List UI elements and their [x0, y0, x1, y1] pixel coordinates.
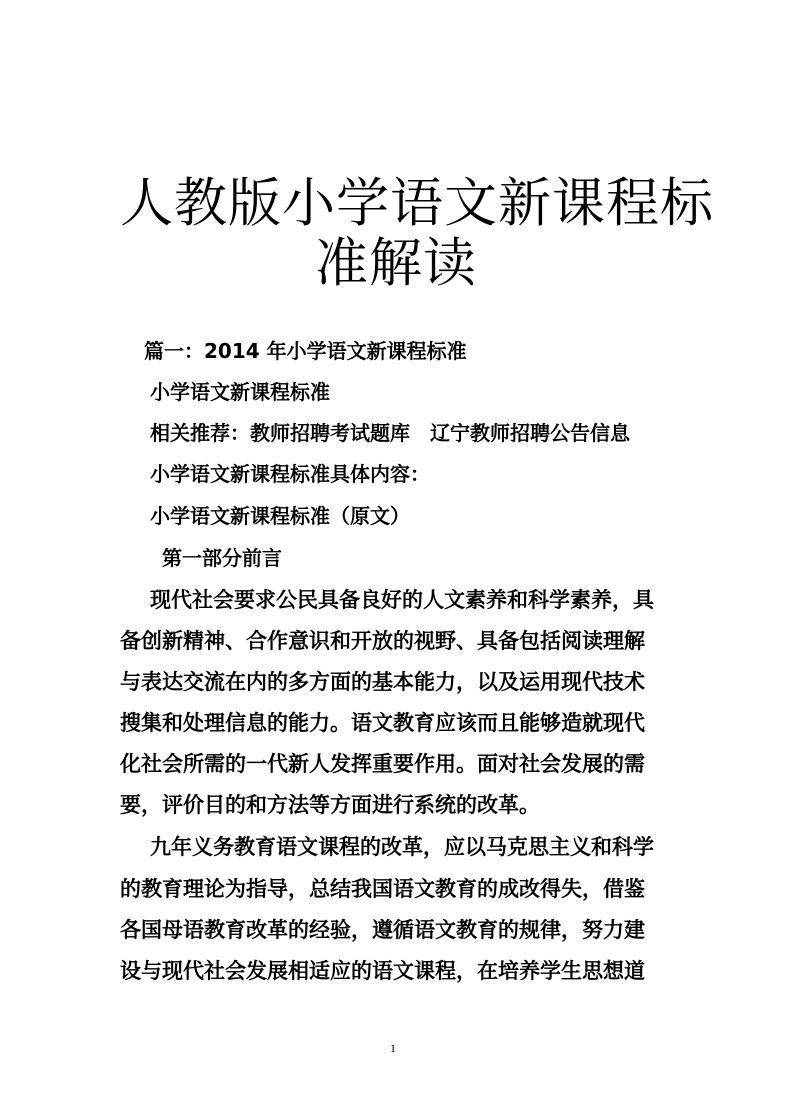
paragraph-line: 搜集和处理信息的能力。语文教育应该而且能够造就现代 [120, 711, 645, 735]
paragraph-line: 设与现代社会发展相适应的语文课程，在培养学生思想道 [120, 959, 645, 983]
original-text-heading: 小学语文新课程标准（原文） [150, 504, 410, 528]
part-heading: 第一部分前言 [162, 546, 282, 570]
document-title [120, 172, 714, 294]
page-number: 1 [390, 1041, 396, 1055]
title-line-1: 人教版小学语文新课程标 [120, 172, 714, 234]
paragraph-line: 备创新精神、合作意识和开放的视野、具备包括阅读理解 [120, 629, 645, 653]
paragraph-line: 要，评价目的和方法等方面进行系统的改革。 [120, 793, 540, 817]
paragraph-line: 九年义务教育语文课程的改革，应以马克思主义和科学 [150, 835, 654, 859]
content-heading: 小学语文新课程标准具体内容： [150, 462, 430, 486]
chapter-heading: 篇一：2014 年小学语文新课程标准 [144, 339, 467, 363]
paragraph-line: 现代社会要求公民具备良好的人文素养和科学素养，具 [150, 588, 654, 612]
title-line-2: 准解读 [315, 232, 477, 294]
paragraph-line: 化社会所需的一代新人发挥重要作用。面对社会发展的需 [120, 752, 645, 776]
paragraph-line: 与表达交流在内的多方面的基本能力，以及运用现代技术 [120, 670, 645, 694]
subtitle-line: 小学语文新课程标准 [150, 380, 330, 404]
paragraph-line: 的教育理论为指导，总结我国语文教育的成改得失，借鉴 [120, 877, 645, 901]
paragraph-line: 各国母语教育改革的经验，遵循语文教育的规律，努力建 [120, 918, 645, 942]
related-recommendation: 相关推荐：教师招聘考试题库 辽宁教师招聘公告信息 [150, 421, 630, 445]
